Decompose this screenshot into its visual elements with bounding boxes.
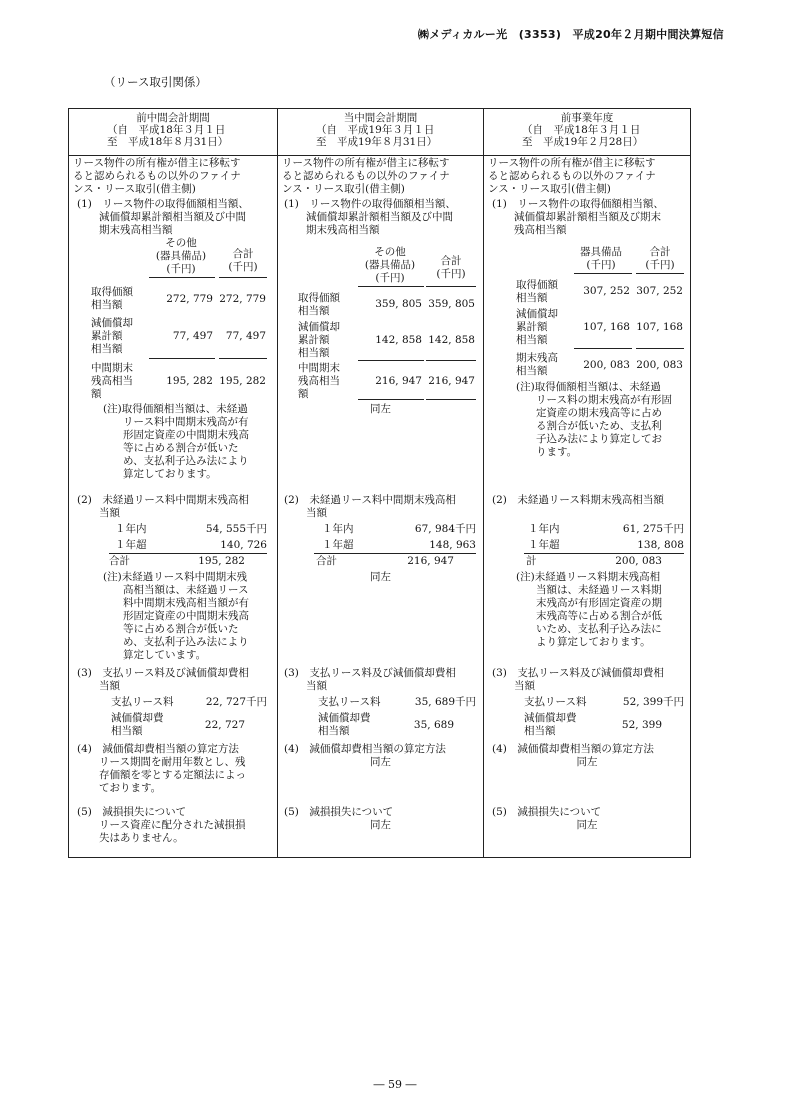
s2-note: 高相当額は、未経過リース — [123, 584, 249, 596]
s1-value: 77, 497 — [225, 330, 266, 342]
s3-value: 52, 399千円 — [622, 696, 684, 708]
rule — [358, 399, 424, 400]
s3-row-label: 支払リース料 — [111, 696, 174, 708]
same-as-left: 同左 — [370, 403, 391, 415]
s1-col1-header: 器具備品 — [580, 246, 622, 258]
s2-row-label: １年内 — [115, 523, 147, 535]
s1-row-label: 累計額 — [91, 330, 123, 342]
s1-row-label: 額 — [298, 388, 309, 400]
s1-col2-header: 合計 — [649, 246, 671, 258]
s2-note: いため、支払利子込み法に — [536, 623, 662, 635]
s4-body: 存価額を零とする定額法によっ — [99, 769, 246, 781]
intro-line: リース物件の所有権が借主に移転す — [488, 157, 656, 169]
s1-note: め、支払利子込み法により — [123, 455, 249, 467]
s1-row-label: 相当額 — [91, 343, 123, 355]
s1-value: 200, 083 — [583, 359, 630, 371]
rule — [636, 273, 684, 274]
s1-value: 195, 282 — [219, 375, 266, 387]
s1-row-label: 額 — [91, 388, 102, 400]
s3-row-label: 減価償却費 — [524, 712, 577, 724]
s1-row-label: 取得価額 — [91, 286, 133, 298]
s2-note: 等に占める割合が低いた — [123, 623, 239, 635]
s1-row-label: 相当額 — [516, 292, 548, 304]
s2-value: 67, 984千円 — [414, 523, 476, 535]
same-as-left: 同左 — [576, 819, 598, 831]
s3-value: 35, 689千円 — [414, 696, 476, 708]
s2-value: 61, 275千円 — [622, 523, 684, 535]
s1-note: リース料の期末残高が有形固 — [536, 394, 672, 406]
s3-row-label: 支払リース料 — [318, 696, 381, 708]
s2-row-label: １年超 — [528, 539, 560, 551]
column-prior-interim — [69, 109, 277, 857]
period-to: 至 平成19年２月28日） — [522, 136, 644, 148]
s2-row-label: 合計 — [316, 555, 337, 567]
s2-row-label: 合計 — [109, 555, 130, 567]
s1-title: 減価償却累計額相当額及び期末 — [514, 211, 661, 223]
s1-row-label: 取得価額 — [516, 279, 558, 291]
intro-line: ンス・リース取引(借主側) — [73, 183, 196, 195]
section-title: （リース取引関係） — [104, 75, 207, 89]
s4-title: (4) 減価償却費相当額の算定方法 — [77, 743, 239, 755]
s2-title: (2) 未経過リース料中間期末残高相 — [77, 494, 249, 506]
period-to: 至 平成19年８月31日） — [316, 136, 438, 148]
s5-title: (5) 減損損失について — [492, 806, 602, 818]
s1-value: 107, 168 — [583, 321, 630, 333]
rule — [219, 277, 267, 278]
s3-value: 22, 727千円 — [205, 696, 267, 708]
s1-row-label: 相当額 — [91, 299, 123, 311]
s1-col2-header: 合計 — [440, 255, 462, 267]
same-as-left: 同左 — [370, 571, 391, 583]
rule — [149, 358, 215, 359]
s1-row-label: 相当額 — [516, 365, 548, 377]
s1-row-label: 残高相当 — [91, 375, 133, 387]
s3-value: 22, 727 — [204, 719, 245, 731]
period-from: （自 平成18年３月１日 — [107, 124, 226, 136]
s2-value: 140, 726 — [220, 539, 267, 551]
page-number: ― 59 ― — [373, 1078, 417, 1091]
s3-row-label: 相当額 — [111, 725, 143, 737]
s2-title: 当額 — [306, 507, 327, 519]
s2-title: 当額 — [99, 507, 120, 519]
s1-note: 算定しております。 — [123, 468, 217, 480]
rule — [426, 286, 476, 287]
s1-col2-header: (千円) — [645, 259, 675, 271]
period-title: 当中間会計期間 — [343, 112, 418, 124]
s3-row-label: 支払リース料 — [524, 696, 587, 708]
s2-note: (注)未経過リース料中間期末残 — [103, 571, 248, 583]
s2-title: (2) 未経過リース料中間期末残高相 — [284, 494, 456, 506]
s3-row-label: 相当額 — [318, 725, 350, 737]
column-header — [278, 112, 483, 148]
s2-note: 末残高が有形固定資産の期 — [536, 597, 662, 609]
s1-note: ります。 — [536, 446, 578, 458]
s3-row-label: 相当額 — [524, 725, 556, 737]
s5-body: 失はありません。 — [99, 832, 184, 844]
s1-row-label: 累計額 — [298, 334, 330, 346]
s1-col1-header: その他 — [374, 246, 406, 258]
period-title: 前中間会計期間 — [136, 112, 210, 124]
s1-col1-header: (千円) — [166, 263, 196, 275]
column-current-interim — [278, 109, 483, 857]
s1-row-label: 累計額 — [516, 321, 548, 333]
s1-note: (注)取得価額相当額は、未経過 — [516, 381, 661, 393]
s1-col1-header: (器具備品) — [155, 250, 207, 262]
intro-line: ンス・リース取引(借主側) — [488, 183, 611, 195]
s1-note: リース料中間期末残高が有 — [123, 416, 249, 428]
s3-title: (3) 支払リース料及び減価償却費相 — [492, 667, 664, 679]
period-title: 前事業年度 — [560, 112, 614, 124]
s1-value: 359, 805 — [428, 298, 475, 310]
same-as-left: 同左 — [370, 756, 391, 768]
s1-title: 減価償却累計額相当額及び中間 — [99, 211, 246, 223]
intro-line: ると認められるもの以外のファイナ — [282, 170, 450, 182]
rule — [358, 360, 424, 361]
rule — [109, 553, 267, 554]
s2-note: (注)未経過リース料期末残高相 — [516, 571, 661, 583]
rule — [574, 273, 632, 274]
s2-value: 195, 282 — [198, 555, 245, 567]
s3-title: (3) 支払リース料及び減価償却費相 — [77, 667, 249, 679]
s2-note: 末残高等に占める割合が低 — [536, 610, 662, 622]
s3-title: 当額 — [306, 680, 327, 692]
s2-row-label: １年内 — [322, 523, 354, 535]
rule — [524, 553, 684, 554]
s2-value: 216, 947 — [407, 555, 454, 567]
s1-value: 307, 252 — [583, 285, 630, 297]
rule — [574, 348, 632, 349]
s1-value: 272, 779 — [219, 293, 266, 305]
s1-note: 定資産の期末残高等に占め — [536, 407, 662, 419]
s1-title: 残高相当額 — [514, 224, 567, 236]
s3-title: (3) 支払リース料及び減価償却費相 — [284, 667, 456, 679]
s1-row-label: 減価償却 — [516, 308, 558, 320]
column-header — [69, 112, 277, 148]
s1-value: 307, 252 — [636, 285, 683, 297]
s1-col1-header: その他 — [165, 237, 197, 249]
s1-col2-header: (千円) — [436, 268, 466, 280]
s2-value: 54, 555千円 — [205, 523, 267, 535]
s2-note: め、支払利子込み法により — [123, 636, 249, 648]
s1-row-label: 取得価額 — [298, 292, 340, 304]
intro-line: リース物件の所有権が借主に移転す — [73, 157, 241, 169]
s2-note: 料中間期末残高相当額が有 — [123, 597, 249, 609]
s1-value: 107, 168 — [636, 321, 683, 333]
s1-value: 142, 858 — [375, 334, 422, 346]
s1-col2-header: (千円) — [228, 261, 258, 273]
s1-row-label: 残高相当 — [298, 375, 340, 387]
same-as-left: 同左 — [576, 756, 598, 768]
document-header: ㈱メディカルー光 (3353) 平成20年２月期中間決算短信 — [417, 28, 724, 41]
rule — [314, 553, 476, 554]
period-to: 至 平成18年８月31日） — [107, 136, 229, 148]
s1-title: (1) リース物件の取得価額相当額、 — [77, 198, 249, 210]
rule — [149, 277, 215, 278]
s1-col1-header: (器具備品) — [364, 259, 416, 271]
s1-value: 216, 947 — [428, 375, 475, 387]
s1-value: 142, 858 — [428, 334, 475, 346]
s1-value: 216, 947 — [375, 375, 422, 387]
s2-note: 当額は、未経過リース料期 — [536, 584, 662, 596]
s3-title: 当額 — [99, 680, 120, 692]
s5-title: (5) 減損損失について — [284, 806, 394, 818]
s1-col2-header: 合計 — [232, 248, 254, 260]
rule — [636, 348, 684, 349]
s1-row-label: 相当額 — [298, 305, 330, 317]
s2-value: 200, 083 — [615, 555, 662, 567]
s1-title: 期末残高相当額 — [99, 224, 173, 236]
s1-col1-header: (千円) — [586, 259, 616, 271]
s1-value: 359, 805 — [375, 298, 422, 310]
s1-note: 子込み法により算定してお — [536, 433, 662, 445]
column-header — [484, 112, 690, 148]
s1-title: (1) リース物件の取得価額相当額、 — [284, 198, 456, 210]
s2-value: 148, 963 — [429, 539, 476, 551]
period-from: （自 平成18年３月１日 — [522, 124, 641, 136]
s5-title: (5) 減損損失について — [77, 806, 187, 818]
s2-title: (2) 未経過リース料期末残高相当額 — [492, 494, 664, 506]
s3-row-label: 減価償却費 — [111, 712, 164, 724]
s4-body: リース期間を耐用年数とし、残 — [99, 756, 246, 768]
s4-title: (4) 減価償却費相当額の算定方法 — [492, 743, 654, 755]
s1-row-label: 減価償却 — [298, 321, 340, 333]
s1-value: 272, 779 — [166, 293, 213, 305]
s1-note: る割合が低いため、支払利 — [536, 420, 662, 432]
intro-line: ンス・リース取引(借主側) — [282, 183, 405, 195]
s1-title: 期末残高相当額 — [306, 224, 380, 236]
s1-title: (1) リース物件の取得価額相当額、 — [492, 198, 664, 210]
s2-row-label: １年超 — [115, 539, 147, 551]
rule — [426, 399, 476, 400]
s1-note: 等に占める割合が低いた — [123, 442, 239, 454]
same-as-left: 同左 — [370, 819, 391, 831]
lease-table — [68, 108, 691, 858]
intro-line: ると認められるもの以外のファイナ — [488, 170, 656, 182]
intro-line: リース物件の所有権が借主に移転す — [282, 157, 450, 169]
s1-value: 200, 083 — [636, 359, 683, 371]
s3-row-label: 減価償却費 — [318, 712, 371, 724]
s1-note: (注)取得価額相当額は、未経過 — [103, 403, 248, 415]
s4-title: (4) 減価償却費相当額の算定方法 — [284, 743, 446, 755]
rule — [426, 360, 476, 361]
s2-row-label: 計 — [526, 555, 537, 567]
s1-value: 77, 497 — [172, 330, 213, 342]
s1-title: 減価償却累計額相当額及び中間 — [306, 211, 453, 223]
s1-row-label: 中間期末 — [91, 362, 133, 374]
s2-row-label: １年超 — [322, 539, 354, 551]
s1-note: 形固定資産の中間期末残高 — [123, 429, 249, 441]
s3-value: 35, 689 — [413, 719, 454, 731]
s1-col1-header: (千円) — [375, 272, 405, 284]
s1-row-label: 減価償却 — [91, 317, 133, 329]
s1-row-label: 期末残高 — [516, 352, 558, 364]
s2-note: 形固定資産の中間期末残高 — [123, 610, 249, 622]
s2-row-label: １年内 — [528, 523, 560, 535]
s3-title: 当額 — [514, 680, 535, 692]
s2-note: 算定しています。 — [123, 649, 207, 661]
s4-body: ております。 — [99, 782, 162, 794]
rule — [219, 358, 267, 359]
rule — [358, 286, 424, 287]
intro-line: ると認められるもの以外のファイナ — [73, 170, 241, 182]
s1-row-label: 相当額 — [516, 334, 548, 346]
s1-row-label: 中間期末 — [298, 362, 340, 374]
s3-value: 52, 399 — [621, 719, 662, 731]
s1-row-label: 相当額 — [298, 347, 330, 359]
s2-note: より算定しております。 — [536, 636, 651, 648]
s5-body: リース資産に配分された減損損 — [99, 819, 246, 831]
period-from: （自 平成19年３月１日 — [316, 124, 435, 136]
column-prior-fiscal-year — [484, 109, 690, 857]
s2-value: 138, 808 — [637, 539, 684, 551]
s1-value: 195, 282 — [166, 375, 213, 387]
